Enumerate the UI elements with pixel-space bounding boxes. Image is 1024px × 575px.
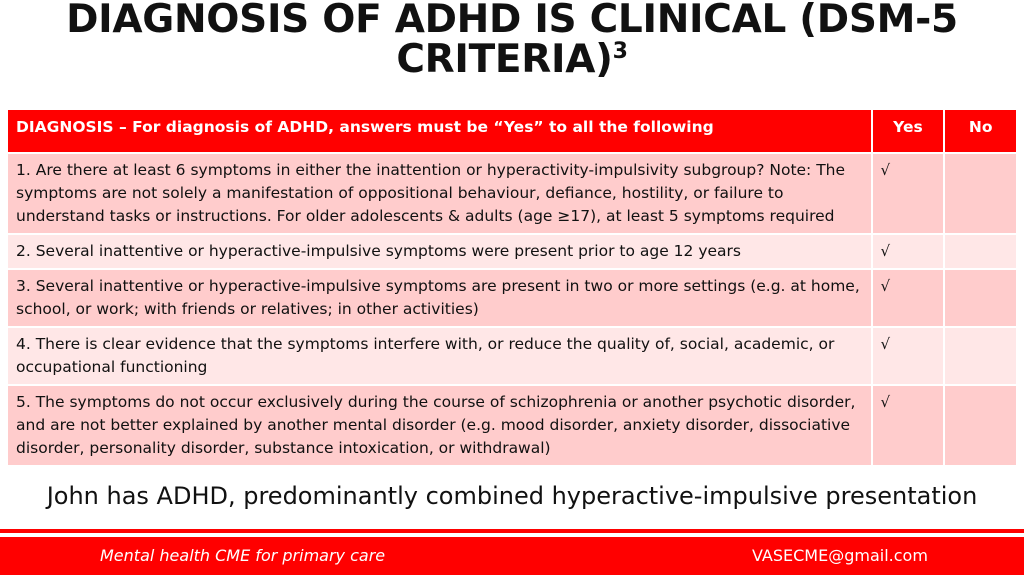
yes-checkmark: √ — [872, 269, 945, 327]
yes-checkmark: √ — [872, 385, 945, 466]
yes-checkmark: √ — [872, 234, 945, 269]
slide-title-text: DIAGNOSIS OF ADHD IS CLINICAL (DSM-5 CRITERIA) — [66, 0, 958, 82]
no-cell — [944, 385, 1017, 466]
header-no: No — [944, 109, 1017, 153]
title-reference-superscript: 3 — [612, 39, 628, 64]
yes-checkmark: √ — [872, 327, 945, 385]
criterion-text: 2. Several inattentive or hyperactive-impulsive symptoms were present prior to age 12 years — [7, 234, 872, 269]
header-criterion: DIAGNOSIS – For diagnosis of ADHD, answers must be “Yes” to all the following — [7, 109, 872, 153]
no-cell — [944, 153, 1017, 234]
no-cell — [944, 327, 1017, 385]
yes-checkmark: √ — [872, 153, 945, 234]
no-cell — [944, 234, 1017, 269]
diagnosis-conclusion: John has ADHD, predominantly combined hyperactive-impulsive presentation — [46, 482, 978, 510]
table-row — [7, 269, 1017, 327]
table-row — [7, 153, 1017, 234]
table-row — [7, 327, 1017, 385]
criterion-text: 4. There is clear evidence that the symptoms interfere with, or reduce the quality of, social, academic, or occupational functioning — [7, 327, 872, 385]
footer-bar — [0, 537, 1024, 575]
table-row — [7, 385, 1017, 466]
footer-divider — [0, 529, 1024, 533]
table-header-row — [7, 109, 1017, 153]
diagnosis-criteria-table — [6, 108, 1018, 467]
no-cell — [944, 269, 1017, 327]
footer-email: VASECME@gmail.com — [752, 546, 928, 565]
slide-title — [20, 0, 1004, 80]
table-row — [7, 234, 1017, 269]
footer-course-title: Mental health CME for primary care — [100, 546, 386, 565]
criterion-text: 3. Several inattentive or hyperactive-impulsive symptoms are present in two or more settings (e.g. at home, school, or work; with friends or relatives; in other activities) — [7, 269, 872, 327]
criterion-text: 1. Are there at least 6 symptoms in either the inattention or hyperactivity-impulsivity subgroup? Note: The symptoms are not solely a manifestation of oppositional behaviour, defiance, hostility, or failure to understand tasks or instructions. For older adolescents & adults (age ≥17), at least 5 symptoms required — [7, 153, 872, 234]
criterion-text: 5. The symptoms do not occur exclusively during the course of schizophrenia or another psychotic disorder, and are not better explained by another mental disorder (e.g. mood disorder, anxiety disorder, dissociative disorder, personality disorder, substance intoxication, or withdrawal) — [7, 385, 872, 466]
header-yes: Yes — [872, 109, 945, 153]
